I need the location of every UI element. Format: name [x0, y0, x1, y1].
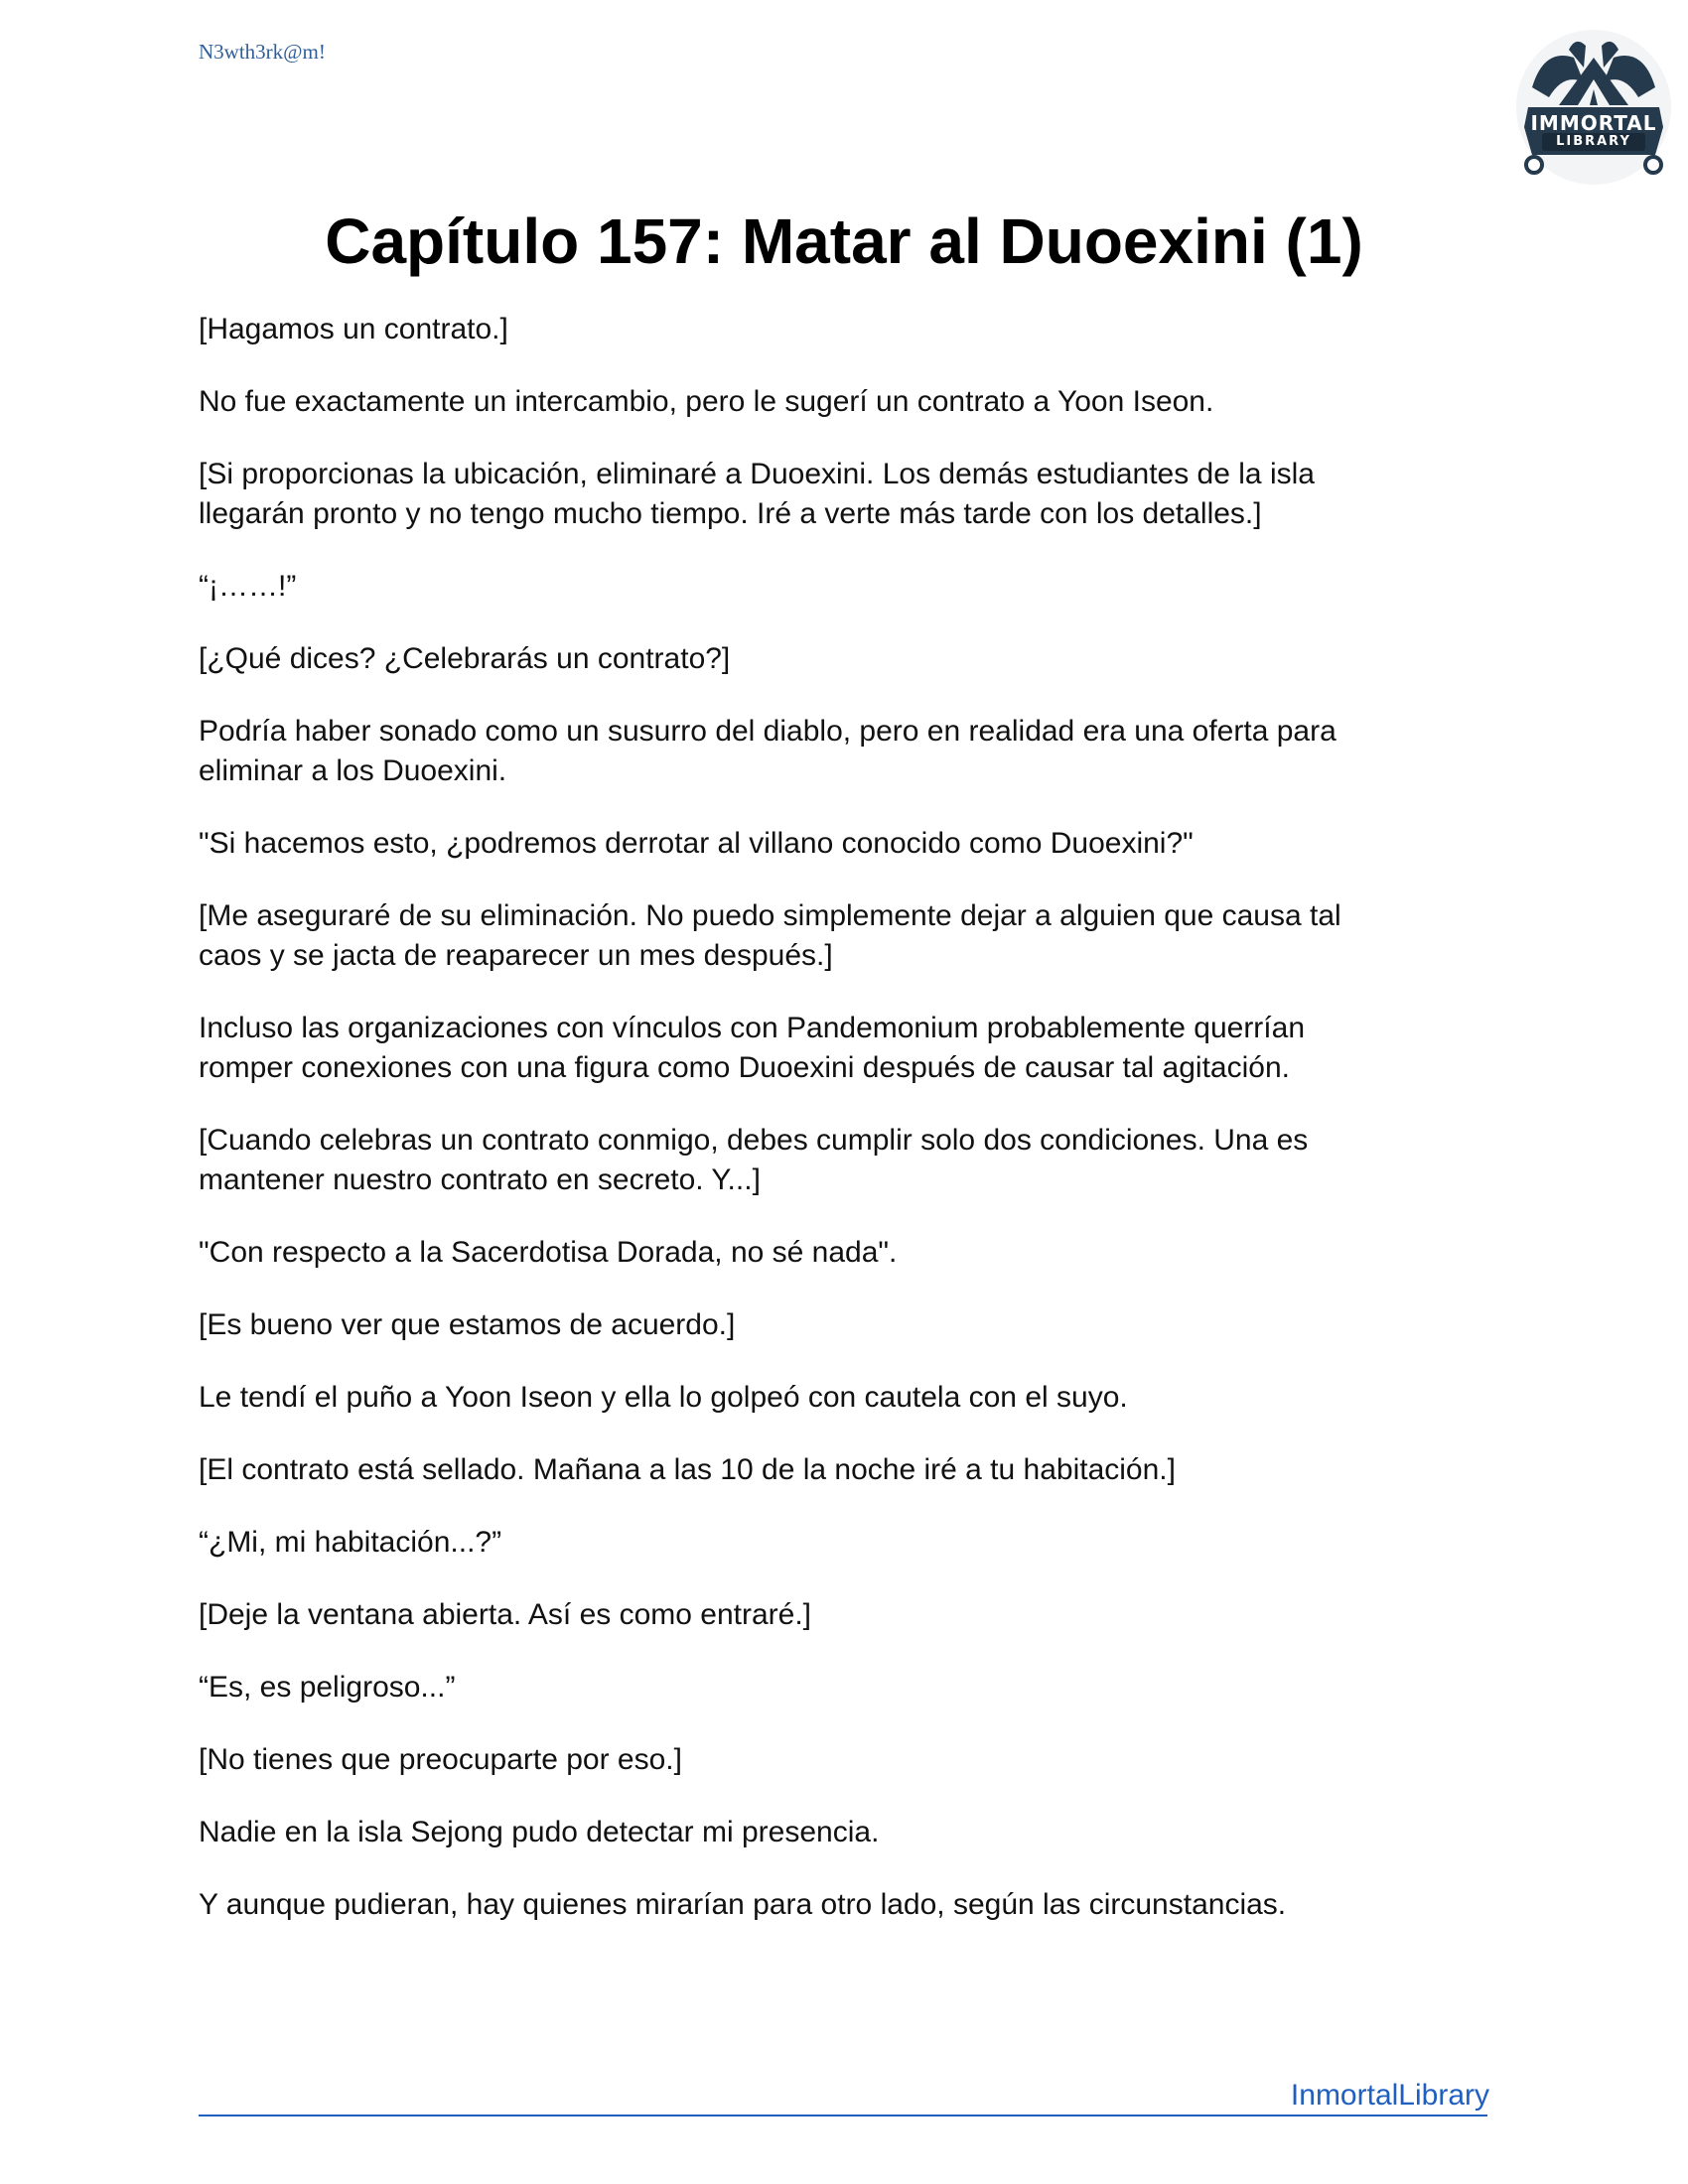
paragraph: [No tienes que preocuparte por eso.]: [199, 1743, 682, 1776]
immortal-library-logo: [1514, 28, 1673, 187]
paragraph: "Si hacemos esto, ¿podremos derrotar al villano conocido como Duoexini?": [199, 827, 1194, 860]
paragraph: Incluso las organizaciones con vínculos con Pandemonium probablemente querrían romper conexiones con una figura como Duoexini después de causar tal agitación.: [199, 1012, 1305, 1084]
paragraph: [El contrato está sellado. Mañana a las 10 de la noche iré a tu habitación.]: [199, 1453, 1176, 1486]
paragraph: [Es bueno ver que estamos de acuerdo.]: [199, 1308, 736, 1341]
paragraph: “¡……!”: [199, 570, 297, 603]
paragraph: [Deje la ventana abierta. Así es como entraré.]: [199, 1598, 812, 1631]
logo-text-bottom: LIBRARY: [1556, 134, 1631, 149]
header-tag: N3wth3rk@m!: [199, 40, 326, 64]
logo-emblem-icon: [1514, 28, 1673, 187]
paragraph: “Es, es peligroso...”: [199, 1671, 456, 1704]
paragraph: [Si proporcionas la ubicación, eliminaré a Duoexini. Los demás estudiantes de la isla llegarán pronto y no tengo mucho tiempo. Iré a verte más tarde con los detalles.]: [199, 458, 1315, 530]
logo-text-top: IMMORTAL: [1530, 111, 1657, 135]
chapter-body: [199, 310, 1489, 1958]
paragraph: [Cuando celebras un contrato conmigo, debes cumplir solo dos condiciones. Una es mantener nuestro contrato en secreto. Y...]: [199, 1124, 1309, 1196]
paragraph: Nadie en la isla Sejong pudo detectar mi presencia.: [199, 1816, 880, 1848]
paragraph: Le tendí el puño a Yoon Iseon y ella lo golpeó con cautela con el suyo.: [199, 1381, 1128, 1414]
paragraph: No fue exactamente un intercambio, pero le sugerí un contrato a Yoon Iseon.: [199, 385, 1214, 418]
paragraph: Podría haber sonado como un susurro del diablo, pero en realidad era una oferta para eliminar a los Duoexini.: [199, 715, 1336, 787]
paragraph: "Con respecto a la Sacerdotisa Dorada, no sé nada".: [199, 1236, 898, 1269]
paragraph: [Me aseguraré de su eliminación. No puedo simplemente dejar a alguien que causa tal caos y se jacta de reaparecer un mes después.]: [199, 899, 1341, 972]
chapter-title: Capítulo 157: Matar al Duoexini (1): [325, 205, 1363, 277]
paragraph: Y aunque pudieran, hay quienes mirarían para otro lado, según las circunstancias.: [199, 1888, 1287, 1921]
footer-divider: [199, 2115, 1487, 2116]
paragraph: “¿Mi, mi habitación...?”: [199, 1526, 502, 1559]
paragraph: [Hagamos un contrato.]: [199, 313, 508, 345]
paragraph: [¿Qué dices? ¿Celebrarás un contrato?]: [199, 642, 731, 675]
footer-link[interactable]: InmortalLibrary: [1290, 2079, 1489, 2112]
